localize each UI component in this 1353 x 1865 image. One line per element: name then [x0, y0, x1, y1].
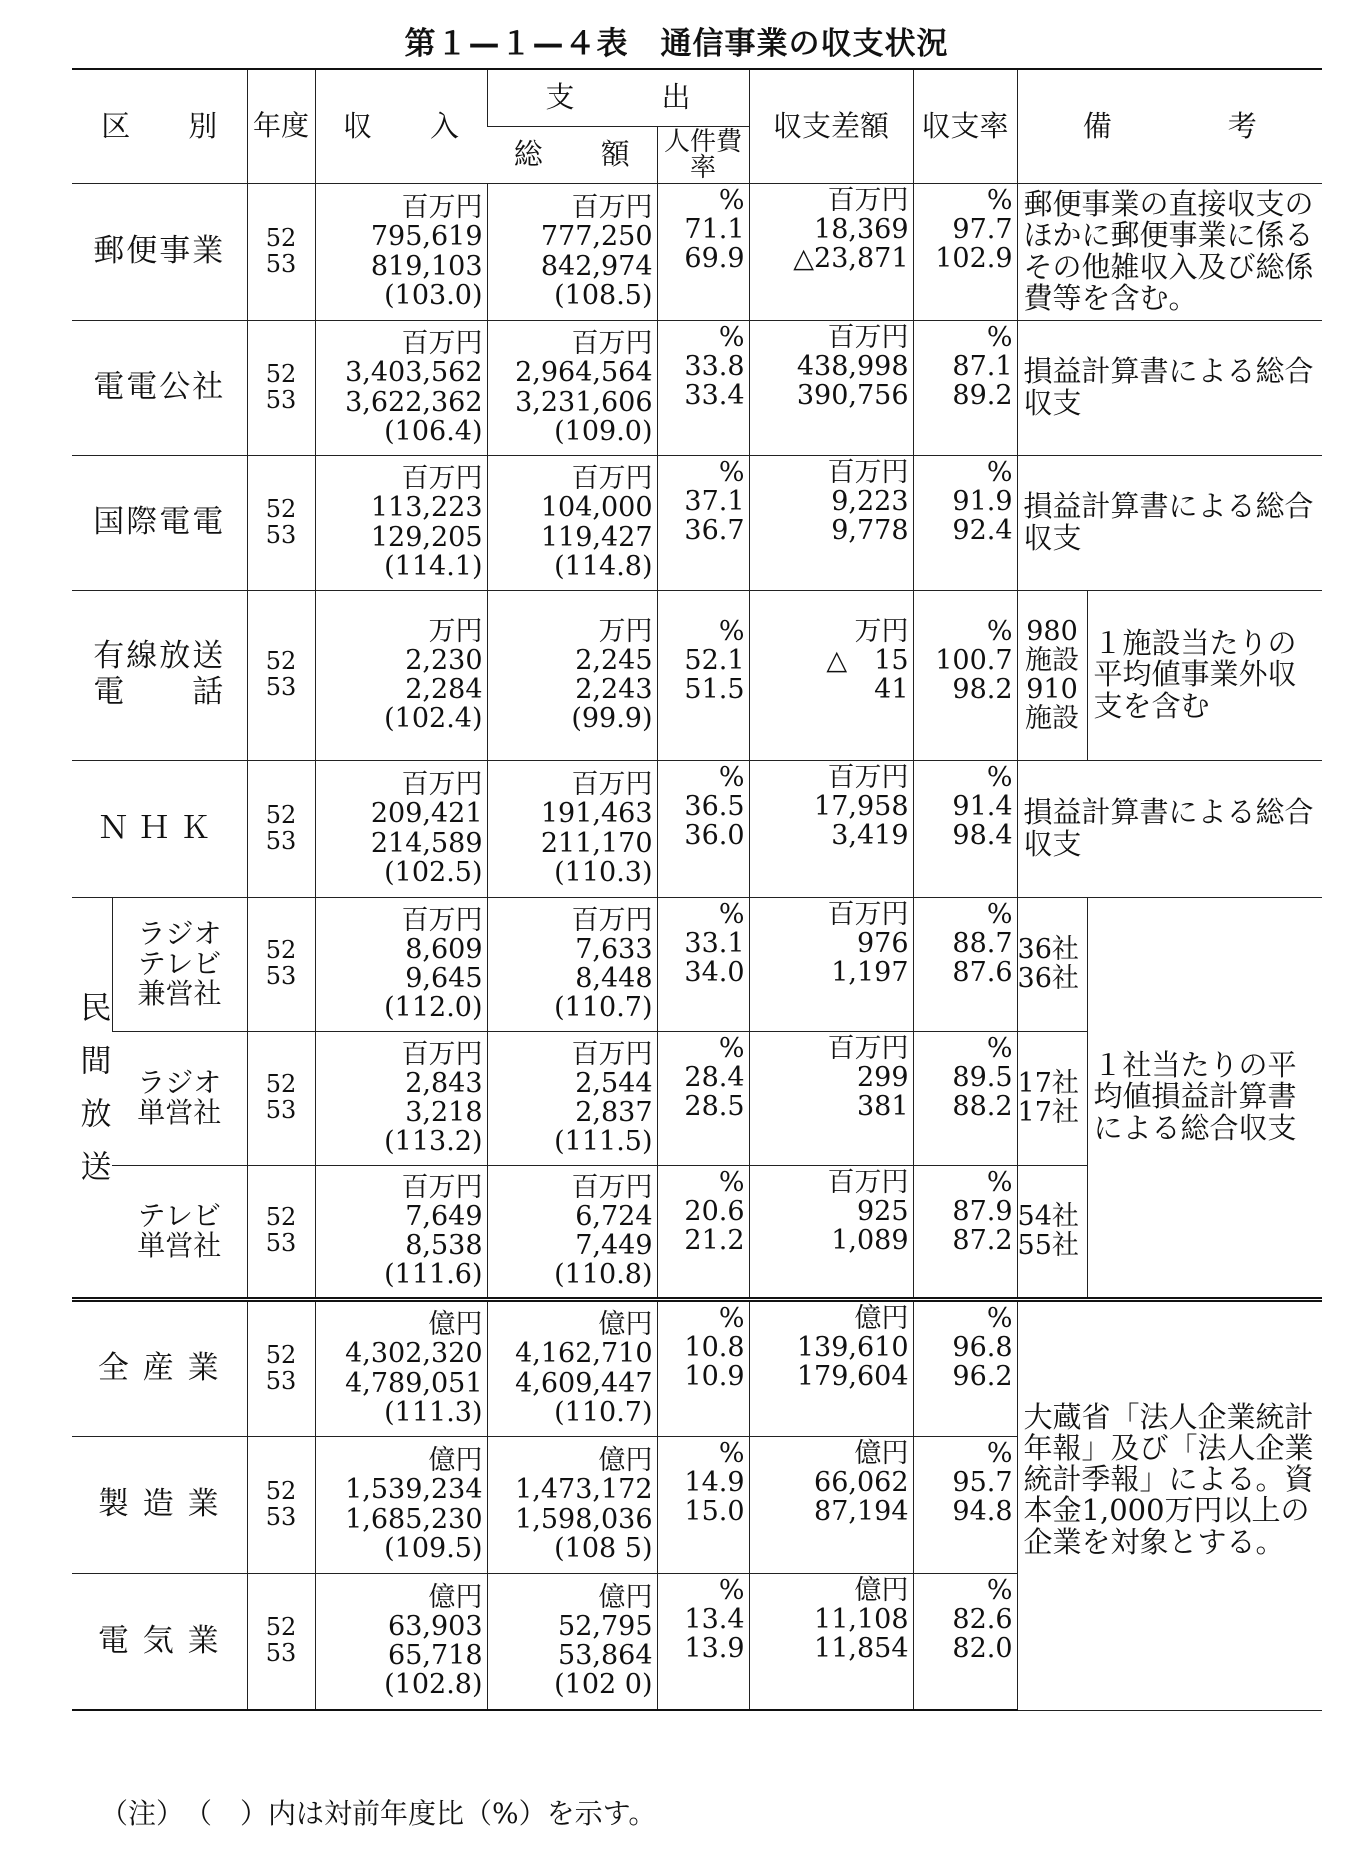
- value: 87.1: [952, 350, 1013, 382]
- value: 20.6: [684, 1195, 745, 1227]
- value: 9,645: [405, 963, 483, 994]
- value: 69.9: [684, 242, 745, 274]
- value: 51.5: [684, 674, 745, 705]
- category-denden: 電電公社: [72, 320, 247, 455]
- value: 1,598,036: [515, 1503, 653, 1535]
- yoy: (111.3): [384, 1396, 483, 1428]
- value: 14.9: [684, 1466, 745, 1498]
- category-yusen-2: 電 話: [93, 674, 226, 710]
- yoy: (109.5): [384, 1532, 483, 1564]
- remark-yusei: 郵便事業の直接収支のほかに郵便事業に係るその他雑収入及び総係費等を含む。: [1017, 183, 1322, 320]
- value: 63,903: [388, 1611, 483, 1643]
- value: 4,789,051: [345, 1367, 483, 1399]
- value: 842,974: [540, 250, 653, 282]
- value: 1,685,230: [345, 1503, 483, 1535]
- year-52: 52: [265, 1340, 297, 1369]
- value: 1,473,172: [515, 1474, 653, 1506]
- unit: 百万円: [827, 898, 909, 930]
- value: 65,718: [388, 1640, 483, 1672]
- unit: 百万円: [571, 192, 653, 224]
- value: 91.4: [952, 790, 1013, 822]
- value: 95.7: [952, 1466, 1013, 1498]
- yoy: (102.4): [384, 703, 483, 735]
- value: 1,539,234: [345, 1474, 483, 1506]
- value: 4,609,447: [515, 1367, 653, 1399]
- sub-radio-1: ラジオ: [137, 1065, 222, 1099]
- header-remarks: 備 考: [1017, 69, 1322, 183]
- value: 33.4: [684, 379, 745, 411]
- unit: 百万円: [827, 184, 909, 216]
- category-nhk: ＮＨＫ: [72, 760, 247, 897]
- value: 89.2: [952, 379, 1013, 411]
- unit: 百万円: [401, 463, 483, 495]
- unit: 億円: [428, 1309, 483, 1341]
- category-minkan: 民間放送: [72, 897, 112, 1299]
- header-year: 年度: [247, 69, 315, 183]
- category-manuf: 製 造 業: [72, 1436, 247, 1573]
- row-yusen: [72, 590, 1322, 760]
- year-53: 53: [265, 1366, 297, 1395]
- value: 191,463: [540, 798, 653, 830]
- value: 139,610: [796, 1331, 909, 1363]
- unit: %: [986, 1437, 1013, 1469]
- year-52: 52: [265, 936, 297, 965]
- unit: 百万円: [401, 904, 483, 936]
- remark-nhk: 損益計算書による総合収支: [1017, 760, 1322, 897]
- value: 211,170: [540, 827, 653, 859]
- unit: 百万円: [571, 328, 653, 360]
- value: 3,403,562: [345, 357, 483, 389]
- unit: 億円: [598, 1581, 653, 1613]
- yoy: (103.0): [384, 279, 483, 311]
- value: △23,871: [793, 242, 909, 274]
- unit: 百万円: [827, 761, 909, 793]
- remark-kokusai: 損益計算書による総合収支: [1017, 455, 1322, 590]
- value: 179,604: [796, 1360, 909, 1392]
- value: 36.0: [684, 819, 745, 851]
- yoy: (112.0): [384, 992, 483, 1024]
- value: 28.5: [684, 1090, 745, 1122]
- value: 2,837: [575, 1097, 653, 1128]
- year-53: 53: [265, 962, 297, 990]
- unit: 百万円: [401, 769, 483, 801]
- year-53: 53: [265, 1502, 297, 1531]
- value: 87,194: [814, 1495, 909, 1527]
- value: 53,864: [558, 1640, 653, 1672]
- header-expenditure: 支 出: [487, 69, 749, 126]
- companies-52: 54社: [1017, 1200, 1079, 1232]
- unit: %: [718, 1032, 745, 1064]
- unit: 百万円: [401, 1171, 483, 1203]
- value: 3,622,362: [345, 386, 483, 418]
- unit: 億円: [854, 1574, 909, 1606]
- year-52: 52: [265, 1613, 297, 1642]
- unit: %: [986, 1574, 1013, 1606]
- value: 214,589: [370, 827, 483, 859]
- value: 52,795: [558, 1611, 653, 1643]
- yoy: (110.8): [554, 1259, 653, 1291]
- header-category: 区 別: [72, 69, 247, 183]
- value: 88.7: [952, 927, 1013, 959]
- unit: %: [986, 1032, 1013, 1064]
- value: 7,633: [575, 933, 653, 965]
- header-total: 総 額: [487, 126, 657, 183]
- value: 33.1: [684, 927, 745, 959]
- year-53: 53: [265, 826, 297, 855]
- value: 8,609: [405, 933, 483, 965]
- yoy: (102.5): [384, 856, 483, 888]
- unit: 億円: [598, 1309, 653, 1341]
- unit: 百万円: [571, 904, 653, 936]
- value: 98.2: [952, 674, 1013, 705]
- yoy: (110.3): [554, 856, 653, 888]
- yoy: (106.4): [384, 415, 483, 447]
- unit: %: [986, 456, 1013, 488]
- unit: 百万円: [827, 321, 909, 353]
- unit: %: [718, 761, 745, 793]
- row-nhk: [72, 760, 1322, 897]
- unit: %: [986, 321, 1013, 353]
- value: 36.5: [684, 790, 745, 822]
- value: 52.1: [684, 644, 745, 676]
- value: 102.9: [935, 242, 1013, 274]
- yoy: (114.1): [384, 550, 483, 582]
- yoy: (102.8): [384, 1669, 483, 1701]
- value: 104,000: [540, 492, 653, 524]
- sub-radio-2: 単営社: [137, 1096, 222, 1129]
- sub-radio-tv-3: 兼営社: [137, 977, 222, 1011]
- value: 390,756: [796, 379, 909, 411]
- year-52: 52: [265, 1476, 297, 1505]
- year-53: 53: [265, 520, 297, 549]
- unit: %: [718, 615, 745, 647]
- value: △ 15: [826, 644, 909, 676]
- unit: %: [986, 184, 1013, 216]
- value: 11,108: [814, 1603, 909, 1635]
- unit: %: [986, 898, 1013, 930]
- unit: 億円: [428, 1445, 483, 1477]
- value: 37.1: [684, 485, 745, 517]
- unit: %: [718, 1574, 745, 1606]
- value: 925: [856, 1195, 909, 1227]
- unit: 億円: [428, 1581, 483, 1613]
- yoy: (99.9): [571, 703, 653, 735]
- unit: 万円: [428, 615, 483, 647]
- unit: 百万円: [571, 463, 653, 495]
- facilities-53: 910施設: [1025, 674, 1080, 735]
- value: 92.4: [952, 514, 1013, 546]
- unit: %: [986, 1302, 1013, 1334]
- value: 28.4: [684, 1061, 745, 1093]
- row-denden: [72, 320, 1322, 455]
- value: 66,062: [814, 1466, 909, 1498]
- year-53: 53: [265, 1229, 297, 1257]
- unit: 億円: [854, 1437, 909, 1469]
- facilities-52: 980施設: [1025, 615, 1080, 676]
- unit: 百万円: [401, 1038, 483, 1070]
- header-ratio: 収支率: [913, 69, 1017, 183]
- value: 9,223: [831, 485, 909, 517]
- unit: 万円: [598, 615, 653, 647]
- year-52: 52: [265, 1070, 297, 1099]
- row-yusei: [72, 183, 1322, 320]
- page-title: 第１—１—４表 通信事業の収支状況: [404, 26, 949, 62]
- unit: 百万円: [571, 769, 653, 801]
- companies-53: 17社: [1017, 1097, 1079, 1128]
- companies-53: 55社: [1017, 1230, 1079, 1261]
- value: 113,223: [370, 492, 483, 524]
- value: 13.4: [684, 1603, 745, 1635]
- value: 976: [856, 927, 909, 959]
- value: 8,448: [575, 963, 653, 994]
- year-52: 52: [265, 494, 297, 523]
- value: 10.8: [684, 1331, 745, 1363]
- sub-tv-2: 単営社: [137, 1229, 222, 1262]
- value: 4,162,710: [515, 1338, 653, 1370]
- value: 96.2: [952, 1360, 1013, 1392]
- yoy: (108 5): [554, 1532, 653, 1564]
- category-all: 全 産 業: [72, 1299, 247, 1436]
- category-elec: 電 気 業: [72, 1573, 247, 1710]
- unit: %: [718, 1437, 745, 1469]
- value: 89.5: [952, 1061, 1013, 1093]
- remark-denden: 損益計算書による総合収支: [1017, 320, 1322, 455]
- yoy: (110.7): [554, 1396, 653, 1428]
- year-52: 52: [265, 359, 297, 388]
- value: 1,089: [831, 1224, 909, 1256]
- value: 1,197: [831, 956, 909, 988]
- remark-industry: 大蔵省「法人企業統計年報」及び「法人企業統計季報」による。資本金1,000万円以上の企業を対象とする。: [1017, 1299, 1322, 1710]
- sub-radio-tv-2: テレビ: [137, 946, 222, 980]
- row-radio-tv: [72, 897, 1322, 1031]
- value: 2,245: [575, 644, 653, 676]
- year-52: 52: [265, 223, 297, 252]
- value: 381: [856, 1090, 909, 1122]
- value: 819,103: [370, 250, 483, 282]
- value: 438,998: [796, 350, 909, 382]
- value: 10.9: [684, 1360, 745, 1392]
- value: 7,449: [575, 1230, 653, 1261]
- year-53: 53: [265, 1639, 297, 1668]
- value: 2,843: [405, 1067, 483, 1099]
- year-52: 52: [265, 1203, 297, 1232]
- value: 87.6: [952, 956, 1013, 988]
- value: 2,544: [575, 1067, 653, 1099]
- unit: %: [718, 184, 745, 216]
- sub-tv-1: テレビ: [137, 1198, 221, 1232]
- row-all: [72, 1299, 1322, 1436]
- unit: 百万円: [571, 1171, 653, 1203]
- value: 17,958: [814, 790, 909, 822]
- yoy: (108.5): [554, 279, 653, 311]
- value: 97.7: [952, 213, 1013, 245]
- value: 100.7: [935, 644, 1013, 676]
- remark-yusen: １施設当たりの平均値事業外収支を含む: [1087, 590, 1322, 760]
- value: 15.0: [684, 1495, 745, 1527]
- companies-53: 36社: [1017, 963, 1079, 994]
- value: 88.2: [952, 1090, 1013, 1122]
- unit: %: [718, 898, 745, 930]
- yoy: (111.5): [554, 1126, 653, 1158]
- value: 129,205: [370, 521, 483, 553]
- year-53: 53: [265, 249, 297, 278]
- value: 94.8: [952, 1495, 1013, 1527]
- value: 299: [856, 1061, 909, 1093]
- category-yusen: 有線放送: [93, 638, 226, 675]
- row-kokusai: [72, 455, 1322, 590]
- remark-minkan: １社当たりの平均値損益計算書による総合収支: [1087, 897, 1322, 1299]
- value: 3,231,606: [515, 386, 653, 418]
- value: 36.7: [684, 514, 745, 546]
- value: 6,724: [575, 1200, 653, 1232]
- value: 2,230: [405, 644, 483, 676]
- unit: 百万円: [571, 1038, 653, 1070]
- year-53: 53: [265, 673, 297, 701]
- unit: %: [718, 1166, 745, 1198]
- value: 41: [874, 674, 909, 705]
- unit: 百万円: [401, 192, 483, 224]
- unit: %: [718, 456, 745, 488]
- unit: %: [718, 321, 745, 353]
- value: 2,964,564: [515, 357, 653, 389]
- yoy: (113.2): [384, 1126, 483, 1158]
- value: 795,619: [370, 221, 483, 253]
- unit: 万円: [854, 615, 909, 647]
- value: 3,218: [405, 1097, 483, 1128]
- header-balance: 収支差額: [749, 69, 913, 183]
- value: 87.9: [952, 1195, 1013, 1227]
- value: 33.8: [684, 350, 745, 382]
- income-expenditure-table: [72, 68, 1322, 1711]
- companies-52: 17社: [1017, 1067, 1079, 1099]
- companies-52: 36社: [1017, 933, 1079, 965]
- value: 119,427: [540, 521, 653, 553]
- unit: 億円: [854, 1302, 909, 1334]
- header-revenue: 収 入: [315, 69, 487, 183]
- value: 3,419: [831, 819, 909, 851]
- value: 7,649: [405, 1200, 483, 1232]
- year-52: 52: [265, 800, 297, 829]
- footnote: （注） （ ）内は対前年度比（%）を示す。: [100, 1797, 657, 1830]
- category-kokusai: 国際電電: [72, 455, 247, 590]
- header-personnel-rate: 人件費率: [657, 126, 749, 183]
- unit: 百万円: [827, 1166, 909, 1198]
- value: 98.4: [952, 819, 1013, 851]
- value: 18,369: [814, 213, 909, 245]
- yoy: (111.6): [384, 1259, 483, 1291]
- unit: %: [986, 615, 1013, 647]
- unit: 百万円: [827, 1032, 909, 1064]
- yoy: (110.7): [554, 992, 653, 1024]
- value: 9,778: [831, 514, 909, 546]
- value: 71.1: [684, 213, 745, 245]
- unit: %: [718, 1302, 745, 1334]
- value: 96.8: [952, 1331, 1013, 1363]
- unit: 百万円: [401, 328, 483, 360]
- value: 4,302,320: [345, 1338, 483, 1370]
- value: 87.2: [952, 1224, 1013, 1256]
- value: 8,538: [405, 1230, 483, 1261]
- value: 91.9: [952, 485, 1013, 517]
- yoy: (102 0): [554, 1669, 653, 1701]
- value: 209,421: [370, 798, 483, 830]
- value: 2,284: [405, 674, 483, 705]
- value: 2,243: [575, 674, 653, 705]
- unit: 百万円: [827, 456, 909, 488]
- unit: 億円: [598, 1445, 653, 1477]
- category-yusei: 郵便事業: [72, 183, 247, 320]
- year-52: 52: [265, 647, 297, 676]
- year-53: 53: [265, 1096, 297, 1124]
- value: 34.0: [684, 956, 745, 988]
- unit: %: [986, 1166, 1013, 1198]
- yoy: (114.8): [554, 550, 653, 582]
- value: 13.9: [684, 1632, 745, 1664]
- sub-radio-tv-1: ラジオ: [137, 916, 222, 950]
- unit: %: [986, 761, 1013, 793]
- value: 82.0: [952, 1632, 1013, 1664]
- year-53: 53: [265, 385, 297, 414]
- value: 21.2: [684, 1224, 745, 1256]
- value: 777,250: [540, 221, 653, 253]
- value: 11,854: [814, 1632, 909, 1664]
- yoy: (109.0): [554, 415, 653, 447]
- value: 82.6: [952, 1603, 1013, 1635]
